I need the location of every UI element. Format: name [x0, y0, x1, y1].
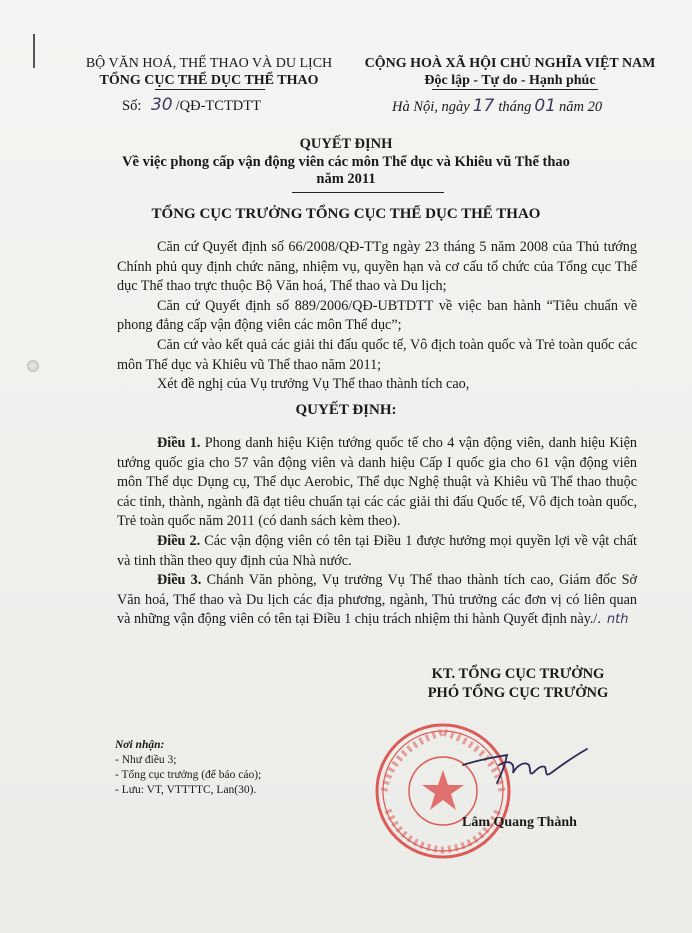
decision-heading: QUYẾT ĐỊNH:	[295, 402, 397, 418]
header-right	[340, 55, 680, 89]
initials-handwritten: nth	[606, 612, 629, 628]
recipients-heading: Nơi nhận:	[115, 739, 165, 751]
article	[117, 532, 637, 571]
punch-hole	[27, 360, 39, 372]
authority-heading: TỔNG CỤC TRƯỞNG TỔNG CỤC THỂ DỤC THỂ THAO	[151, 206, 541, 222]
handwritten-signature	[455, 735, 595, 795]
department-name: TỔNG CỤC THỂ DỤC THỂ THAO	[99, 73, 319, 88]
preamble-paragraph: Xét đề nghị của Vụ trưởng Vụ Thể thao thành tích cao,	[157, 376, 470, 393]
signature-titles	[398, 665, 638, 703]
recipients	[115, 738, 261, 798]
article-text: Chánh Văn phòng, Vụ trưởng Vụ Thể thao thành tích cao, Giám đốc Sở Văn hoá, Thể thao và Du lịch các địa phương, ngành, Thủ trưởng các đơn vị có liên quan và những vận động viên có tên tại Điều 1 chịu trách nhiệm thi hành Quyết định này./.	[117, 572, 637, 628]
preamble-paragraph: Căn cứ Quyết định số 889/2006/QĐ-UBTDTT về việc ban hành “Tiêu chuẩn về phong đẳng cấp vận động viên các môn Thể dục”;	[117, 297, 637, 334]
ministry-name: BỘ VĂN HOÁ, THỂ THAO VÀ DU LỊCH	[85, 56, 333, 71]
preamble-paragraph: Căn cứ vào kết quả các giải thi đấu quốc tế, Vô địch toàn quốc và Trẻ toàn quốc các môn Thể dục và Khiêu vũ Thể thao năm 2011;	[117, 336, 637, 373]
scan-margin-mark	[33, 34, 35, 68]
document-number: Số: 30 /QĐ-TCTDTT	[122, 95, 261, 115]
signature-line2: PHÓ TỔNG CỤC TRƯỞNG	[427, 685, 609, 701]
title-subject-line1: Về việc phong cấp vận động viên các môn Thể dục và Khiêu vũ Thể thao	[122, 153, 570, 170]
title-heading: QUYẾT ĐỊNH	[299, 136, 393, 152]
decision-title	[0, 136, 692, 189]
articles	[117, 434, 637, 630]
header-right-rule	[432, 89, 598, 90]
title-subject-line2: năm 2011	[316, 171, 376, 187]
day-handwritten: 17	[472, 96, 495, 116]
number-handwritten: 30	[150, 95, 173, 115]
article-label: Điều 1.	[157, 435, 201, 451]
signer-name: Lâm Quang Thành	[462, 815, 577, 830]
month-handwritten: 01	[534, 96, 557, 116]
recipient-item: - Tổng cục trưởng (để báo cáo);	[115, 769, 262, 781]
document-date: Hà Nội, ngày 17 tháng 01 năm 20	[392, 96, 603, 116]
article	[117, 434, 637, 532]
article-text: Các vận động viên có tên tại Điều 1 được hưởng mọi quyền lợi về vật chất và tinh thần theo quy định của Nhà nước.	[117, 532, 637, 569]
article-label: Điều 3.	[157, 572, 202, 589]
title-rule	[292, 192, 444, 193]
country-name: CỘNG HOÀ XÃ HỘI CHỦ NGHĨA VIỆT NAM	[364, 56, 656, 71]
signature-line1: KT. TỔNG CỤC TRƯỞNG	[431, 666, 605, 682]
header-left-rule	[155, 89, 265, 90]
article-text: Phong danh hiệu Kiện tướng quốc tế cho 4 vận động viên, danh hiệu Kiện tướng quốc gia cho 57 vân động viên và danh hiệu Cấp I quốc gia cho 61 vận động viên môn Thể dục Dụng cụ, Thể dục Aerobic, Thể dục Nghệ thuật và Khiêu vũ Thể thao thuộc các tỉnh, thành, ngành đã đạt tiêu chuẩn tại các các giải thi đấu Quốc tế, Vô địch toàn quốc, Trẻ toàn quốc năm 2011 (có danh sách kèm theo).	[117, 435, 637, 530]
article-label: Điều 2.	[157, 532, 201, 549]
preamble	[117, 238, 637, 395]
motto: Độc lập - Tự do - Hạnh phúc	[424, 73, 596, 88]
recipient-item: - Lưu: VT, VTTTTC, Lan(30).	[115, 784, 257, 796]
preamble-paragraph: Căn cứ Quyết định số 66/2008/QĐ-TTg ngày 23 tháng 5 năm 2008 của Thủ tướng Chính phủ quy định chức năng, nhiệm vụ, quyền hạn và cơ cấu tổ chức của Tổng cục Thể dục Thể thao trực thuộc Bộ Văn hoá, Thể thao và Du lịch;	[117, 239, 637, 295]
recipient-item: - Như điều 3;	[115, 754, 177, 766]
article	[117, 571, 637, 630]
header-left	[78, 55, 340, 89]
